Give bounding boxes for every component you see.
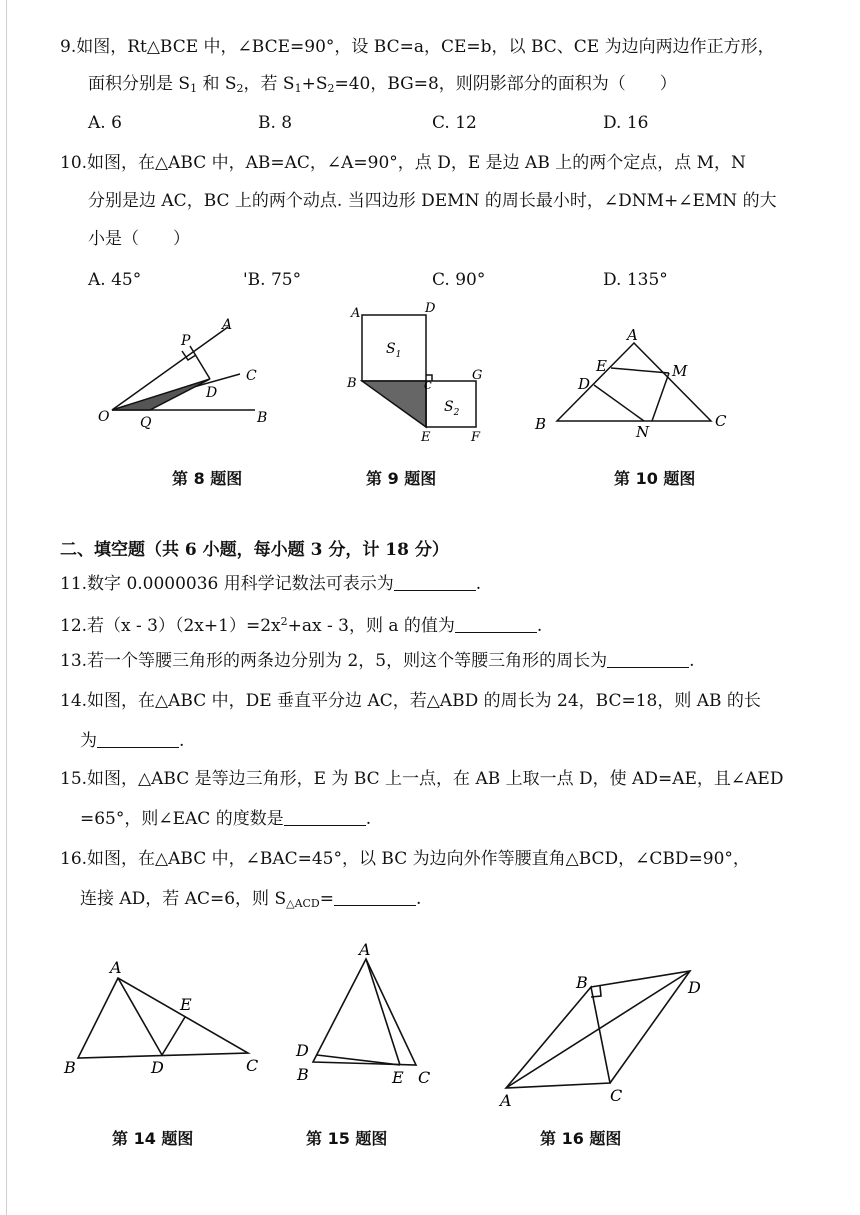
figure-14	[78, 978, 248, 1058]
q10-option-c[interactable]: C. 90°	[432, 270, 486, 290]
q9-option-b[interactable]: B. 8	[258, 113, 293, 133]
q13: 13.若一个等腰三角形的两条边分别为 2，5，则这个等腰三角形的周长为 .	[60, 651, 695, 671]
q12-answer-blank[interactable]	[455, 617, 537, 633]
q16-line1: 16.如图，在△ABC 中，∠BAC=45°，以 BC 为边向外作等腰直角△BCD，∠CBD=90°，	[60, 849, 750, 869]
q16-line2: 连接 AD，若 AC=6，则 $S_{\triangle ACD}=$ .	[80, 889, 422, 910]
q9-option-c[interactable]: C. 12	[432, 113, 477, 133]
fig15-label-C: C	[418, 1068, 431, 1087]
fig9-label-C: C	[424, 381, 432, 392]
fig10-label-A: A	[627, 326, 638, 344]
fig8-caption: 第 8 题图	[172, 469, 243, 488]
fig16-label-A: A	[500, 1091, 512, 1110]
q14-answer-blank[interactable]	[97, 732, 179, 748]
q13-answer-blank[interactable]	[607, 652, 689, 668]
q15-line2: =65°，则∠EAC 的度数是 .	[80, 809, 372, 829]
fig9-label-B: B	[347, 376, 357, 391]
q9-line2: 面积分别是 $S_1$ 和 $S_2$，若 $S_1+S_2=40$，BG=8，则阴影部分的面积为（ ）	[88, 74, 677, 95]
fig10-label-N: N	[636, 423, 650, 441]
q11: 11.数字 0.0000036 用科学记数法可表示为 .	[60, 574, 482, 594]
q15-answer-blank[interactable]	[284, 810, 366, 826]
q9-option-d[interactable]: D. 16	[603, 113, 649, 133]
top-figures	[0, 295, 860, 455]
figure-16	[506, 971, 690, 1088]
bottom-figures	[0, 935, 860, 1115]
fig15-label-B: B	[297, 1065, 309, 1084]
fig15-label-A: A	[359, 940, 371, 959]
q9-option-a[interactable]: A. 6	[88, 113, 122, 133]
fig10-label-D: D	[578, 375, 591, 393]
fig16-caption: 第 16 题图	[540, 1129, 622, 1148]
fig9-label-E: E	[421, 430, 431, 445]
figure-15	[313, 959, 416, 1065]
fig10-label-E: E	[596, 357, 607, 375]
q9-line1: 9.如图，Rt△BCE 中，∠BCE=90°，设 BC=a，CE=b，以 BC、CE 为边向两边作正方形，	[60, 37, 775, 57]
section2-title: 二、填空题（共 6 小题，每小题 3 分，计 18 分）	[60, 540, 449, 560]
fig8-label-O: O	[98, 409, 110, 425]
fig14-caption: 第 14 题图	[112, 1129, 194, 1148]
q10-line2: 分别是边 AC，BC 上的两个动点. 当四边形 DEMN 的周长最小时，∠DNM+∠EMN 的大	[88, 191, 777, 211]
fig8-label-B: B	[257, 410, 268, 426]
q10-option-d[interactable]: D. 135°	[603, 270, 668, 290]
fig8-label-C: C	[246, 368, 257, 384]
fig16-label-C: C	[610, 1086, 623, 1105]
fig9-caption: 第 9 题图	[366, 469, 437, 488]
fig15-label-D: D	[296, 1041, 309, 1060]
q16-answer-blank[interactable]	[334, 890, 416, 906]
fig14-label-A: A	[110, 958, 122, 977]
fig9-label-D: D	[425, 301, 436, 316]
fig10-label-C: C	[715, 412, 727, 430]
q14-line1: 14.如图，在△ABC 中，DE 垂直平分边 AC，若△ABD 的周长为 24，BC=18，则 AB 的长	[60, 691, 761, 711]
fig8-label-P: P	[181, 333, 191, 349]
fig10-label-B: B	[535, 415, 547, 433]
fig8-label-A: A	[222, 317, 233, 333]
q10-option-a[interactable]: A. 45°	[88, 270, 142, 290]
fig14-label-E: E	[180, 995, 192, 1014]
fig10-caption: 第 10 题图	[614, 469, 696, 488]
q12: 12.若$(x - 3)(2x+1)=2x^2+ax - 3$，则 a 的值为 .	[60, 615, 543, 636]
fig9-label-S1: $S_1$	[386, 341, 402, 360]
fig14-label-B: B	[64, 1058, 76, 1077]
fig9-label-F: F	[471, 430, 481, 445]
fig9-label-G: G	[472, 368, 483, 383]
fig16-label-B: B	[576, 973, 588, 992]
q14-line2: 为 .	[80, 731, 185, 751]
fig16-label-D: D	[688, 978, 701, 997]
fig14-label-C: C	[246, 1056, 259, 1075]
fig9-label-A: A	[351, 306, 361, 321]
fig14-label-D: D	[151, 1058, 164, 1077]
fig8-label-D: D	[206, 385, 218, 401]
fig15-label-E: E	[392, 1068, 404, 1087]
q10-line1: 10.如图，在△ABC 中，AB=AC，∠A=90°，点 D，E 是边 AB 上的两个定点，点 M，N	[60, 153, 746, 173]
q10-line3: 小是（ ）	[88, 229, 190, 249]
fig10-label-M: M	[672, 362, 688, 380]
fig15-caption: 第 15 题图	[306, 1129, 388, 1148]
q15-line1: 15.如图，△ABC 是等边三角形，E 为 BC 上一点，在 AB 上取一点 D，使 AD=AE，且∠AED	[60, 769, 784, 789]
q10-option-b[interactable]: 'B. 75°	[243, 270, 302, 290]
fig9-label-S2: $S_2$	[444, 399, 460, 418]
q11-answer-blank[interactable]	[394, 575, 476, 591]
fig8-label-Q: Q	[140, 415, 152, 431]
